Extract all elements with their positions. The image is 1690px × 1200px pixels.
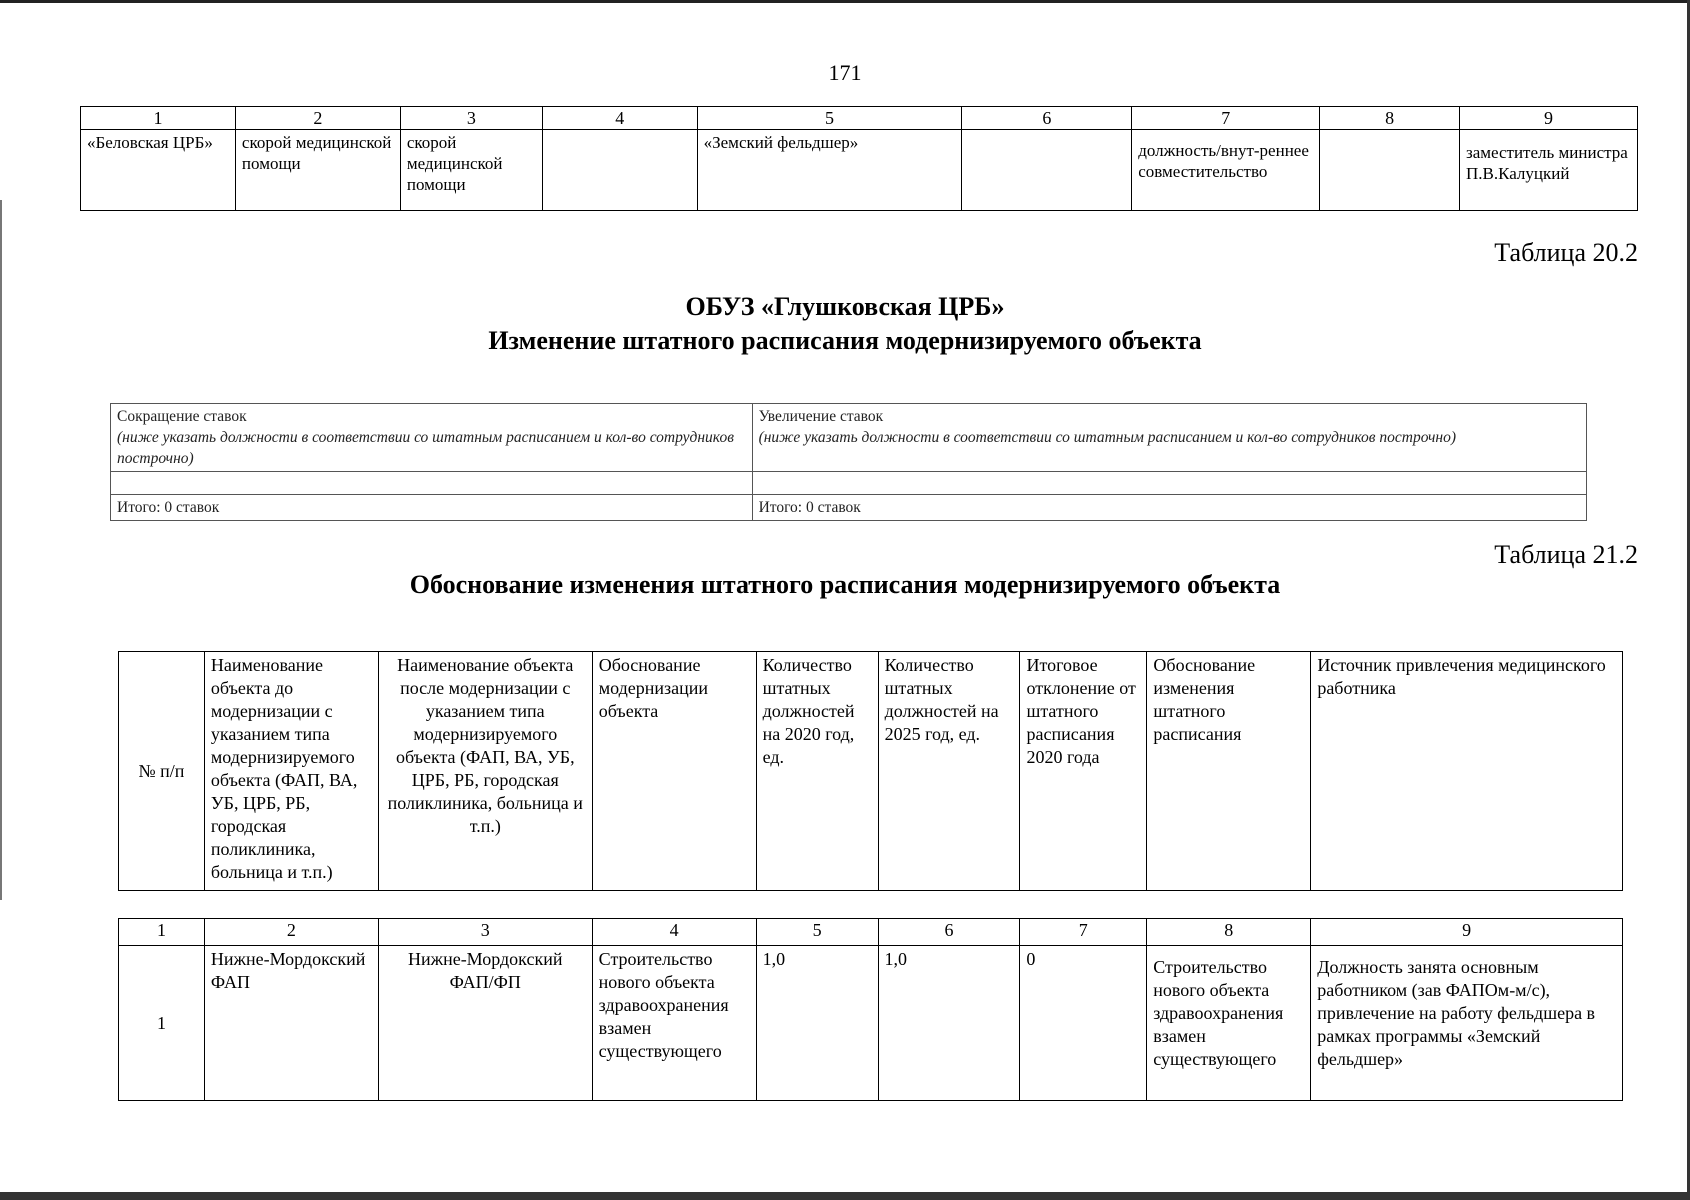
scan-edge-bottom — [0, 1192, 1690, 1200]
table-caption-20-2: Таблица 20.2 — [1494, 238, 1638, 267]
column-number: 4 — [542, 107, 697, 130]
table-caption-21-2: Таблица 21.2 — [1494, 540, 1638, 569]
column-number: 2 — [235, 107, 400, 130]
reduction-header: Сокращение ставок — [117, 408, 247, 425]
table-cell: «Земский фельдшер» — [697, 130, 962, 211]
column-header: Наименование объекта до модернизации с указанием типа модернизируемого объекта (ФАП, ВА, УБ, ЦРБ, РБ, городская поликлиника, больница и т.п.) — [204, 652, 378, 891]
section-subtitle: Изменение штатного расписания модернизируемого объекта — [488, 326, 1202, 355]
org-title: ОБУЗ «Глушковская ЦРБ» — [685, 292, 1005, 321]
column-number: 5 — [697, 107, 962, 130]
increase-header-cell — [752, 404, 1586, 472]
column-number: 8 — [1147, 919, 1311, 946]
table-row — [119, 946, 1623, 1101]
table-cell: 1,0 — [878, 946, 1020, 1101]
column-header: Количество штатных должностей на 2025 год, ед. — [878, 652, 1020, 891]
justification-header-table — [118, 651, 1623, 891]
table-header-row — [111, 404, 1587, 472]
scan-edge-top — [0, 0, 1690, 3]
column-header: Обоснование изменения штатного расписания — [1147, 652, 1311, 891]
table-cell — [542, 130, 697, 211]
column-number: 3 — [400, 107, 542, 130]
table-cell: Строительство нового объекта здравоохранения взамен существующего — [1147, 946, 1311, 1101]
column-number: 6 — [878, 919, 1020, 946]
table-cell — [962, 130, 1132, 211]
column-number: 1 — [119, 919, 205, 946]
table-cell: «Беловская ЦРБ» — [81, 130, 236, 211]
table-cell — [752, 472, 1586, 495]
column-number: 3 — [378, 919, 592, 946]
column-number: 6 — [962, 107, 1132, 130]
reduction-total: Итого: 0 ставок — [111, 495, 753, 521]
empty-row — [111, 472, 1587, 495]
column-number: 2 — [204, 919, 378, 946]
column-number: 7 — [1020, 919, 1147, 946]
table-number-row — [119, 919, 1623, 946]
column-header: Обоснование модернизации объекта — [592, 652, 756, 891]
increase-note: (ниже указать должности в соответствии со штатным расписанием и кол-во сотрудников построчно) — [758, 429, 1457, 446]
table-row — [81, 130, 1638, 211]
table-cell — [1320, 130, 1460, 211]
table-header-row — [81, 107, 1638, 130]
continued-table — [80, 106, 1638, 211]
column-header: Количество штатных должностей на 2020 год, ед. — [756, 652, 878, 891]
page-number: 171 — [828, 60, 862, 85]
justification-body-table — [118, 918, 1623, 1101]
table-cell: скорой медицинской помощи — [235, 130, 400, 211]
table-cell: Строительство нового объекта здравоохранения взамен существующего — [592, 946, 756, 1101]
table-header-row — [119, 652, 1623, 891]
increase-total: Итого: 0 ставок — [752, 495, 1586, 521]
column-header: Итоговое отклонение от штатного расписания 2020 года — [1020, 652, 1147, 891]
table-cell — [111, 472, 753, 495]
column-header: № п/п — [119, 652, 205, 891]
column-number: 1 — [81, 107, 236, 130]
justification-title: Обоснование изменения штатного расписания модернизируемого объекта — [409, 570, 1281, 599]
column-number: 9 — [1311, 919, 1623, 946]
table-cell: 0 — [1020, 946, 1147, 1101]
column-header: Источник привлечения медицинского работника — [1311, 652, 1623, 891]
total-row — [111, 495, 1587, 521]
table-cell: скорой медицинской помощи — [400, 130, 542, 211]
column-number: 9 — [1460, 107, 1638, 130]
staff-change-table — [110, 403, 1587, 521]
column-header: Наименование объекта после модернизации с указанием типа модернизируемого объекта (ФАП, ВА, УБ, ЦРБ, РБ, городская поликлиника, больница и т.п.) — [378, 652, 592, 891]
column-number: 5 — [756, 919, 878, 946]
column-number: 7 — [1132, 107, 1320, 130]
table-cell: Должность занята основным работником (зав ФАПОм-м/с), привлечение на работу фельдшера в рамках программы «Земский фельдшер» — [1311, 946, 1623, 1101]
table-cell: Нижне-Мордокский ФАП — [204, 946, 378, 1101]
reduction-header-cell — [111, 404, 753, 472]
increase-header: Увеличение ставок — [758, 408, 884, 425]
table-cell: Нижне-Мордокский ФАП/ФП — [378, 946, 592, 1101]
table-cell: должность/внут-реннее совместительство — [1132, 130, 1320, 211]
column-number: 8 — [1320, 107, 1460, 130]
column-number: 4 — [592, 919, 756, 946]
table-cell: 1 — [119, 946, 205, 1101]
table-cell: 1,0 — [756, 946, 878, 1101]
reduction-note: (ниже указать должности в соответствии со штатным расписанием и кол-во сотрудников построчно) — [117, 429, 734, 467]
table-cell: заместитель министра П.В.Калуцкий — [1460, 130, 1638, 211]
